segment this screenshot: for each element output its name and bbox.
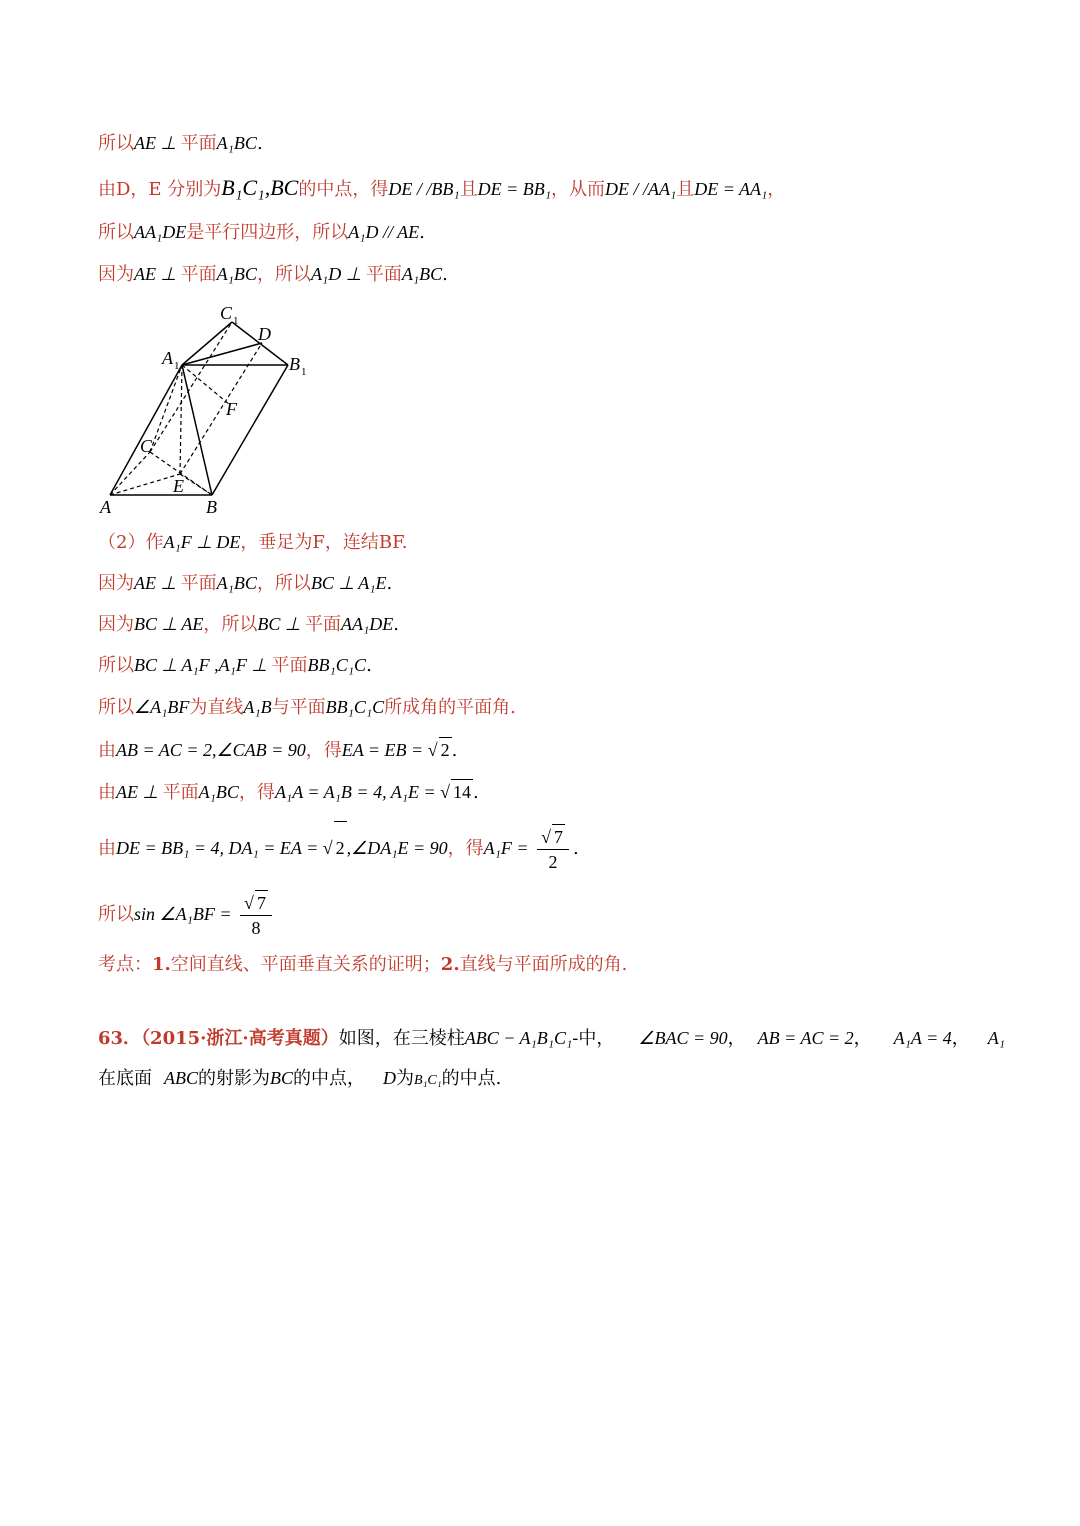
text: ，从而 xyxy=(550,179,605,200)
text: 的射影为 xyxy=(198,1068,270,1089)
math: A₁D ⊥ xyxy=(310,264,366,284)
label-C1: C xyxy=(220,303,233,323)
math: A₁BC xyxy=(216,264,257,284)
math: BB₁C₁C xyxy=(307,655,367,675)
text: 且 xyxy=(459,179,478,200)
math: AE ⊥ xyxy=(116,782,163,802)
text: 2. xyxy=(440,954,460,975)
math: DE = BB₁ xyxy=(477,179,551,199)
text: 空间直线、平面垂直关系的证明； xyxy=(170,954,441,975)
text: ，得 xyxy=(447,838,484,859)
math: B₁C₁,BC xyxy=(221,175,299,200)
math: ,∠DA₁E = 90 xyxy=(346,838,448,858)
math: AE ⊥ xyxy=(134,264,181,284)
math: ABC − A₁B₁C₁ xyxy=(464,1028,573,1048)
text: 直线与平面所成的角. xyxy=(459,954,628,975)
text: ，得 xyxy=(305,740,342,761)
proof-line-1 xyxy=(98,131,263,156)
denominator: 8 xyxy=(251,918,261,938)
math: EA = EB = xyxy=(341,740,428,760)
proof-line-13 xyxy=(98,888,276,941)
text: ，垂足为F，连结BF. xyxy=(240,532,408,553)
text: ，所以 xyxy=(203,614,258,635)
label-C1-sub: 1 xyxy=(233,315,239,327)
math: BC ⊥ A₁F ,A₁F ⊥ xyxy=(134,655,272,675)
math: A₁F ⊥ DE xyxy=(163,532,241,552)
math: B₁C₁ xyxy=(414,1073,442,1088)
label-B: B xyxy=(206,497,217,517)
text: ，所以 xyxy=(256,264,311,285)
label-F: F xyxy=(226,399,237,419)
text: 由 xyxy=(98,740,116,761)
math: A₁BC xyxy=(198,782,239,802)
math: A₁D // AE xyxy=(348,222,420,242)
text: ， xyxy=(853,1028,872,1049)
text: 与平面 xyxy=(271,697,326,718)
text: 平面 xyxy=(365,264,402,285)
proof-line-9 xyxy=(98,695,516,720)
text: ， xyxy=(767,179,786,200)
proof-line-11: 由AE ⊥ 平面A₁BC，得A₁A = A₁B = 4, A₁E = √ 14 . xyxy=(98,779,479,805)
text: 1. xyxy=(152,954,171,975)
math: A₁B xyxy=(243,697,272,717)
math: AB = AC = 2,∠CAB = 90 xyxy=(116,740,306,760)
label-D: D xyxy=(258,324,271,344)
math: ∠A₁BF xyxy=(134,697,190,717)
math: ∠BAC = 90 xyxy=(638,1028,728,1048)
math: BB₁C₁C xyxy=(325,697,385,717)
text: . xyxy=(572,838,579,859)
text: （2）作 xyxy=(98,532,164,553)
text: 所以 xyxy=(98,904,134,925)
text: 为 xyxy=(396,1068,415,1089)
numerator: 7 xyxy=(552,824,565,849)
fraction: $\frac{√ 7}{8}$ xyxy=(240,890,272,940)
label-E: E xyxy=(173,476,184,496)
text: -中， xyxy=(572,1028,615,1049)
math: BC ⊥ A₁E xyxy=(310,573,387,593)
math: D xyxy=(383,1068,397,1088)
question-63-line-2 xyxy=(98,1066,501,1093)
text: 由 xyxy=(98,838,116,859)
math: BC ⊥ xyxy=(257,614,306,634)
sqrt-radicand: 2 xyxy=(439,737,452,762)
text: . xyxy=(442,264,448,285)
text: 在底面 xyxy=(98,1068,152,1089)
text: 因为 xyxy=(98,614,134,635)
math: DE = BB₁ = 4, DA₁ = EA = xyxy=(116,838,323,858)
math: DE / /AA₁ xyxy=(604,179,677,199)
text: 平面 xyxy=(180,133,217,154)
text: 因为 xyxy=(98,573,134,594)
text: 所以 xyxy=(98,655,134,676)
text: ，得 xyxy=(238,782,275,803)
math: DE / /BB₁ xyxy=(388,179,460,199)
text: 平面 xyxy=(271,655,308,676)
math: AA₁DE xyxy=(134,222,187,242)
text: 的中点，得 xyxy=(298,179,389,200)
text: . xyxy=(386,573,393,594)
text: 如图，在三棱柱 xyxy=(338,1028,465,1049)
fraction: $\frac{√ 7}{2}$ xyxy=(537,824,569,874)
label-B1-sub: 1 xyxy=(301,366,307,378)
question-63-line-1 xyxy=(98,1026,1005,1051)
text: . xyxy=(473,782,479,803)
math: A₁A = 4 xyxy=(893,1028,952,1048)
text: 由 xyxy=(98,782,116,803)
math: AE ⊥ xyxy=(134,133,181,153)
math: AB = AC = 2 xyxy=(757,1028,854,1048)
text: 因为 xyxy=(98,264,134,285)
text: 平面 xyxy=(162,782,199,803)
text: 由D，E 分别为 xyxy=(98,179,222,200)
text: 平面 xyxy=(180,264,217,285)
label-B1: B xyxy=(289,354,300,374)
text: . xyxy=(256,133,263,154)
text: 所以 xyxy=(98,133,134,154)
text: ， xyxy=(727,1028,746,1049)
text: 所成角的平面角. xyxy=(384,697,516,718)
proof-line-8 xyxy=(98,653,372,678)
text: . xyxy=(419,222,425,243)
text: 平面 xyxy=(305,614,342,635)
math: BC xyxy=(270,1068,294,1088)
math: DE = AA₁ xyxy=(694,179,768,199)
proof-line-7 xyxy=(98,612,399,637)
math: A₁BC xyxy=(216,133,257,153)
proof-line-5 xyxy=(98,530,408,555)
math: A₁ xyxy=(987,1028,1005,1048)
math: A₁BC xyxy=(216,573,257,593)
denominator: 2 xyxy=(548,852,558,872)
prism-figure xyxy=(98,300,328,522)
text: 所以 xyxy=(98,222,134,243)
text: 且 xyxy=(676,179,695,200)
question-source: （2015·浙江·高考真题） xyxy=(141,1028,339,1049)
text: 的中点， xyxy=(293,1068,366,1089)
text: . xyxy=(366,655,372,676)
sqrt-radicand: 14 xyxy=(451,779,473,804)
math: AE ⊥ xyxy=(134,573,181,593)
math: A₁BC xyxy=(401,264,443,284)
proof-line-3 xyxy=(98,220,425,245)
proof-line-10: 由AB = AC = 2,∠CAB = 90，得EA = EB = √ 2 . xyxy=(98,737,457,763)
math: BC ⊥ AE xyxy=(134,614,204,634)
text: 是平行四边形，所以 xyxy=(186,222,349,243)
text: 考点： xyxy=(98,954,152,975)
text: ，所以 xyxy=(256,573,311,594)
numerator: 7 xyxy=(255,890,268,915)
question-number: 63． xyxy=(98,1028,142,1049)
proof-line-6 xyxy=(98,571,392,596)
math: A₁F = xyxy=(483,838,534,858)
math: AA₁DE xyxy=(341,614,394,634)
text: 的中点. xyxy=(441,1068,502,1089)
text: 平面 xyxy=(180,573,217,594)
text: 为直线 xyxy=(189,697,244,718)
math: ABC xyxy=(164,1068,198,1088)
label-A1-sub: 1 xyxy=(174,360,180,372)
math: A₁A = A₁B = 4, A₁E = xyxy=(274,782,441,802)
text: 所以 xyxy=(98,697,134,718)
label-C: C xyxy=(140,436,153,456)
math: sin ∠A₁BF = xyxy=(134,904,237,924)
proof-line-4 xyxy=(98,262,448,287)
key-points-line xyxy=(98,953,627,977)
label-A: A xyxy=(100,497,111,517)
text: . xyxy=(451,740,458,761)
label-A1: A xyxy=(162,348,173,368)
text: . xyxy=(393,614,400,635)
sqrt-radicand: 2 xyxy=(334,821,347,874)
proof-line-2 xyxy=(98,176,785,202)
proof-line-12: 由DE = BB₁ = 4, DA₁ = EA = √ 2 ,∠DA₁E = 90，得A₁F = $\frac{√ 7}{2}$ . xyxy=(98,821,579,875)
text: ， xyxy=(951,1028,970,1049)
